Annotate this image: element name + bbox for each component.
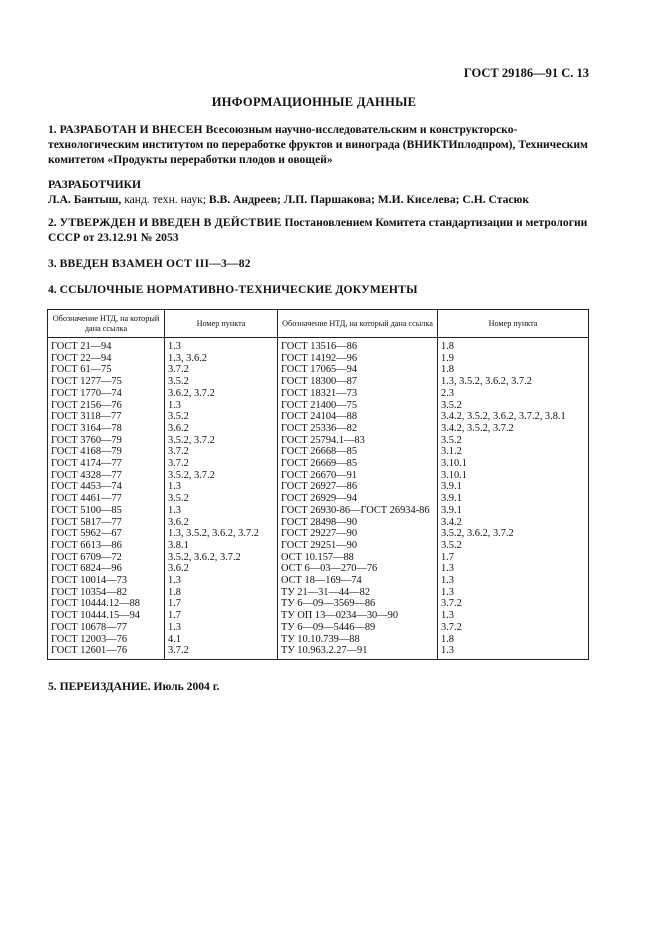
cell-doc-right: ТУ 10.963.2.27—91: [278, 645, 438, 659]
cell-clause-left: 1.3, 3.5.2, 3.6.2, 3.7.2: [165, 528, 278, 540]
cell-doc-right: ОСТ 10.157—88: [278, 552, 438, 564]
cell-clause-left: 3.5.2, 3.6.2, 3.7.2: [165, 552, 278, 564]
cell-clause-left: 1.3: [165, 481, 278, 493]
cell-doc-left: ГОСТ 4453—74: [48, 481, 165, 493]
cell-clause-right: 1.8: [438, 364, 589, 376]
cell-doc-right: ГОСТ 29251—90: [278, 540, 438, 552]
table-row: [48, 552, 589, 564]
cell-clause-right: 3.7.2: [438, 622, 589, 634]
cell-doc-right: ГОСТ 21400—75: [278, 400, 438, 412]
cell-clause-right: 3.10.1: [438, 470, 589, 482]
table-row: [48, 411, 589, 423]
cell-clause-right: 1.3: [438, 563, 589, 575]
cell-clause-right: 3.9.1: [438, 493, 589, 505]
cell-clause-left: 3.7.2: [165, 645, 278, 659]
cell-clause-left: 1.3: [165, 338, 278, 353]
cell-doc-left: ГОСТ 12003—76: [48, 634, 165, 646]
cell-clause-right: 3.9.1: [438, 505, 589, 517]
cell-doc-right: ГОСТ 28498—90: [278, 517, 438, 529]
developers-heading: РАЗРАБОТЧИКИ: [48, 178, 142, 191]
cell-doc-left: ГОСТ 22—94: [48, 353, 165, 365]
table-row: [48, 364, 589, 376]
cell-doc-right: ГОСТ 24104—88: [278, 411, 438, 423]
cell-doc-left: ГОСТ 5962—67: [48, 528, 165, 540]
cell-clause-right: 1.7: [438, 552, 589, 564]
header-clause-right: Номер пункта: [438, 310, 589, 338]
section-text: Всесоюзным научно-исследовательским и конструкторско-технологическим институтом по переработке фруктов и винограда (ВНИКТИплодпром), Техническим комитетом «Продукты переработки плодов и овощей»: [48, 123, 588, 166]
cell-clause-left: 1.3: [165, 622, 278, 634]
section-number: 3.: [48, 257, 57, 270]
header-doc-right: Обозначение НТД, на который дана ссылка: [278, 310, 438, 338]
cell-clause-right: 3.4.2: [438, 517, 589, 529]
cell-doc-right: ГОСТ 26927—86: [278, 481, 438, 493]
section-number: 4.: [48, 283, 57, 296]
table-row: [48, 423, 589, 435]
cell-doc-left: ГОСТ 6824—96: [48, 563, 165, 575]
cell-doc-right: ГОСТ 18300—87: [278, 376, 438, 388]
cell-clause-left: 1.3, 3.6.2: [165, 353, 278, 365]
section-number: 5.: [48, 680, 57, 693]
cell-clause-right: 1.9: [438, 353, 589, 365]
cell-clause-right: 3.10.1: [438, 458, 589, 470]
table-body: [48, 338, 589, 660]
cell-doc-right: ГОСТ 26930-86—ГОСТ 26934-86: [278, 505, 438, 517]
table-row: [48, 446, 589, 458]
table-row: [48, 528, 589, 540]
developers-rest: В.В. Андреев; Л.П. Паршакова; М.И. Киселева; С.Н. Стасюк: [208, 193, 530, 206]
cell-doc-right: ГОСТ 14192—96: [278, 353, 438, 365]
table-row: [48, 634, 589, 646]
cell-doc-right: ГОСТ 26669—85: [278, 458, 438, 470]
cell-doc-right: ГОСТ 25336—82: [278, 423, 438, 435]
cell-clause-right: 3.4.2, 3.5.2, 3.7.2: [438, 423, 589, 435]
cell-doc-right: ГОСТ 13516—86: [278, 338, 438, 353]
table-row: [48, 338, 589, 353]
cell-doc-left: ГОСТ 5100—85: [48, 505, 165, 517]
section-text: ССЫЛОЧНЫЕ НОРМАТИВНО-ТЕХНИЧЕСКИЕ ДОКУМЕНТЫ: [59, 283, 418, 296]
header-clause-left: Номер пункта: [165, 310, 278, 338]
cell-clause-right: 1.3, 3.5.2, 3.6.2, 3.7.2: [438, 376, 589, 388]
cell-clause-left: 1.7: [165, 610, 278, 622]
cell-doc-left: ГОСТ 4328—77: [48, 470, 165, 482]
cell-doc-right: ГОСТ 18321—73: [278, 388, 438, 400]
table-row: [48, 610, 589, 622]
table-row: [48, 587, 589, 599]
developer-first: Л.А. Бантыш,: [48, 193, 122, 206]
section-approved: [48, 215, 588, 245]
cell-doc-right: ТУ 6—09—5446—89: [278, 622, 438, 634]
section-lead: РАЗРАБОТАН И ВНЕСЕН: [59, 123, 203, 136]
section-text: ВВЕДЕН ВЗАМЕН ОСТ III—3—82: [59, 257, 251, 270]
cell-doc-right: ОСТ 18—169—74: [278, 575, 438, 587]
cell-clause-left: 1.3: [165, 400, 278, 412]
cell-doc-left: ГОСТ 2156—76: [48, 400, 165, 412]
cell-doc-left: ГОСТ 21—94: [48, 338, 165, 353]
cell-doc-right: ГОСТ 26670—91: [278, 470, 438, 482]
developer-degree: канд. техн. наук;: [124, 193, 206, 206]
cell-doc-right: ГОСТ 29227—90: [278, 528, 438, 540]
cell-clause-right: 3.5.2: [438, 435, 589, 447]
table-row: [48, 505, 589, 517]
cell-clause-left: 4.1: [165, 634, 278, 646]
cell-clause-right: 3.4.2, 3.5.2, 3.6.2, 3.7.2, 3.8.1: [438, 411, 589, 423]
cell-clause-right: 1.8: [438, 338, 589, 353]
section-developed: [48, 122, 588, 167]
cell-doc-right: ГОСТ 17065—94: [278, 364, 438, 376]
cell-doc-right: ТУ ОП 13—0234—30—90: [278, 610, 438, 622]
cell-doc-left: ГОСТ 10354—82: [48, 587, 165, 599]
cell-clause-right: 1.3: [438, 645, 589, 659]
table-row: [48, 575, 589, 587]
developers-block: [48, 177, 588, 207]
cell-clause-right: 3.5.2: [438, 540, 589, 552]
cell-clause-right: 1.3: [438, 610, 589, 622]
cell-doc-left: ГОСТ 5817—77: [48, 517, 165, 529]
page-header: ГОСТ 29186—91 С. 13: [463, 66, 589, 80]
cell-doc-right: ТУ 10.10.739—88: [278, 634, 438, 646]
references-table: [47, 309, 589, 660]
cell-doc-left: ГОСТ 4174—77: [48, 458, 165, 470]
table-row: [48, 376, 589, 388]
cell-clause-left: 3.7.2: [165, 364, 278, 376]
cell-clause-left: 3.6.2: [165, 423, 278, 435]
cell-doc-left: ГОСТ 10444.12—88: [48, 598, 165, 610]
cell-clause-right: 1.8: [438, 634, 589, 646]
section-number: 2.: [48, 216, 57, 229]
table-row: [48, 400, 589, 412]
table-row: [48, 493, 589, 505]
section-text: ПЕРЕИЗДАНИЕ. Июль 2004 г.: [59, 680, 220, 693]
cell-doc-left: ГОСТ 1770—74: [48, 388, 165, 400]
cell-doc-left: ГОСТ 4461—77: [48, 493, 165, 505]
table-row: [48, 645, 589, 659]
cell-clause-left: 3.7.2: [165, 458, 278, 470]
cell-clause-left: 3.7.2: [165, 446, 278, 458]
cell-clause-left: 1.3: [165, 505, 278, 517]
section-number: 1.: [48, 123, 57, 136]
table-header-row: [48, 310, 589, 338]
cell-doc-left: ГОСТ 4168—79: [48, 446, 165, 458]
table-row: [48, 481, 589, 493]
cell-clause-left: 3.5.2, 3.7.2: [165, 435, 278, 447]
table-row: [48, 470, 589, 482]
cell-doc-right: ГОСТ 25794.1—83: [278, 435, 438, 447]
cell-doc-right: ТУ 6—09—3569—86: [278, 598, 438, 610]
cell-clause-left: 3.6.2: [165, 563, 278, 575]
cell-clause-right: 3.7.2: [438, 598, 589, 610]
section-lead: УТВЕРЖДЕН И ВВЕДЕН В ДЕЙСТВИЕ: [59, 216, 282, 229]
cell-clause-left: 1.3: [165, 575, 278, 587]
cell-doc-left: ГОСТ 10014—73: [48, 575, 165, 587]
table-row: [48, 563, 589, 575]
section-replaced: [48, 256, 588, 271]
cell-clause-left: 3.5.2: [165, 376, 278, 388]
cell-clause-left: 1.8: [165, 587, 278, 599]
cell-clause-left: 3.5.2: [165, 411, 278, 423]
cell-doc-left: ГОСТ 61—75: [48, 364, 165, 376]
cell-clause-right: 3.1.2: [438, 446, 589, 458]
cell-doc-right: ТУ 21—31—44—82: [278, 587, 438, 599]
table-row: [48, 458, 589, 470]
cell-clause-left: 3.6.2, 3.7.2: [165, 388, 278, 400]
cell-doc-right: ОСТ 6—03—270—76: [278, 563, 438, 575]
cell-doc-right: ГОСТ 26668—85: [278, 446, 438, 458]
section-reissue: [48, 679, 588, 694]
cell-doc-left: ГОСТ 3164—78: [48, 423, 165, 435]
cell-clause-left: 3.5.2: [165, 493, 278, 505]
cell-clause-right: 1.3: [438, 575, 589, 587]
cell-clause-left: 3.6.2: [165, 517, 278, 529]
cell-doc-left: ГОСТ 12601—76: [48, 645, 165, 659]
cell-doc-left: ГОСТ 3118—77: [48, 411, 165, 423]
cell-clause-left: 1.7: [165, 598, 278, 610]
table-row: [48, 353, 589, 365]
table-row: [48, 540, 589, 552]
header-doc-left: Обозначение НТД, на который дана ссылка: [48, 310, 165, 338]
cell-doc-left: ГОСТ 6613—86: [48, 540, 165, 552]
cell-doc-left: ГОСТ 10444.15—94: [48, 610, 165, 622]
cell-doc-left: ГОСТ 10678—77: [48, 622, 165, 634]
page-title: ИНФОРМАЦИОННЫЕ ДАННЫЕ: [211, 95, 417, 109]
table-row: [48, 388, 589, 400]
cell-clause-right: 2.3: [438, 388, 589, 400]
section-text: Постановлением Комитета стандартизации и метрологии СССР от 23.12.91 № 2053: [48, 216, 588, 244]
cell-doc-right: ГОСТ 26929—94: [278, 493, 438, 505]
cell-doc-left: ГОСТ 6709—72: [48, 552, 165, 564]
cell-clause-left: 3.5.2, 3.7.2: [165, 470, 278, 482]
table-row: [48, 435, 589, 447]
cell-clause-right: 1.3: [438, 587, 589, 599]
cell-clause-right: 3.5.2, 3.6.2, 3.7.2: [438, 528, 589, 540]
table-row: [48, 598, 589, 610]
table-row: [48, 622, 589, 634]
cell-clause-right: 3.9.1: [438, 481, 589, 493]
section-references: [48, 282, 588, 297]
cell-doc-left: ГОСТ 1277—75: [48, 376, 165, 388]
cell-doc-left: ГОСТ 3760—79: [48, 435, 165, 447]
table-row: [48, 517, 589, 529]
cell-clause-left: 3.8.1: [165, 540, 278, 552]
cell-clause-right: 3.5.2: [438, 400, 589, 412]
